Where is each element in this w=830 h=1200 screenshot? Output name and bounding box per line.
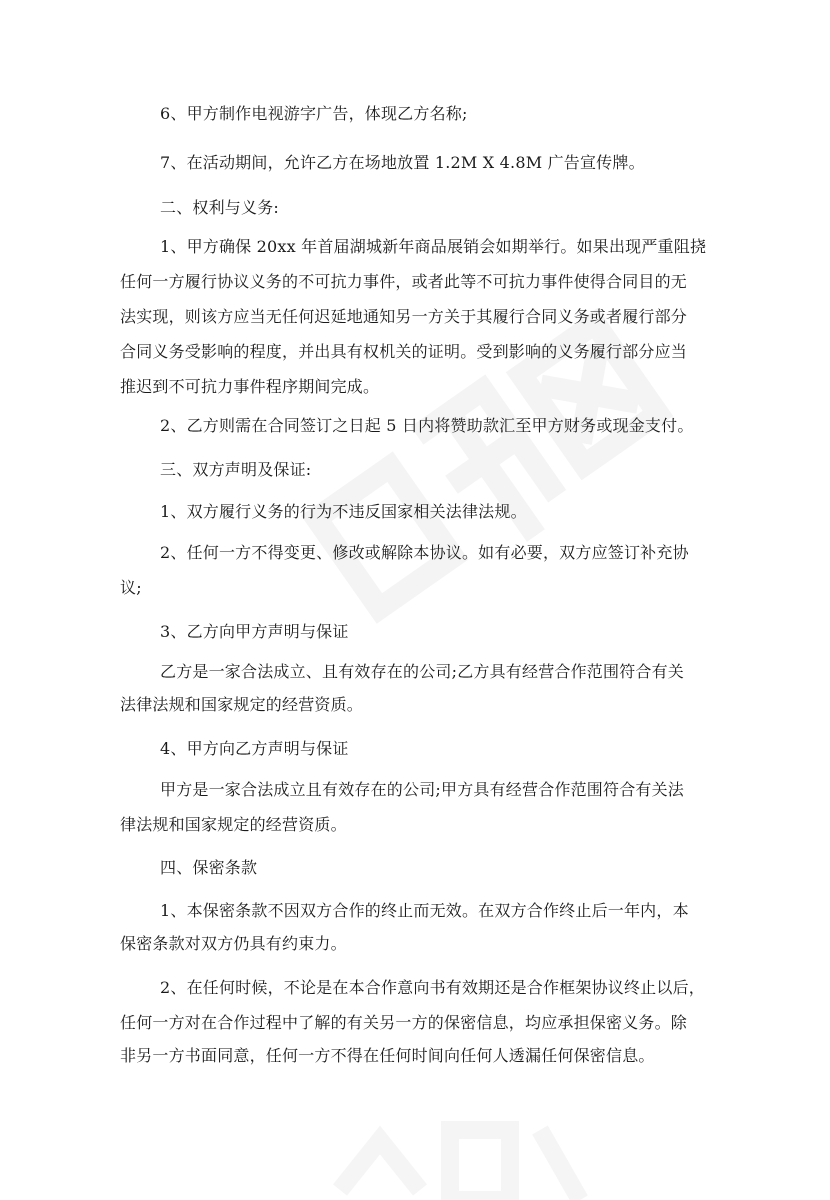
paragraph-line: 2、乙方则需在合同签订之日起 5 日内将赞助款汇至甲方财务或现金支付。 [160,416,694,435]
paragraph-line: 合同义务受影响的程度，并出具有权机关的证明。受到影响的义务履行部分应当 [120,342,688,361]
paragraph-line: 律法规和国家规定的经营资质。 [120,815,347,834]
paragraph-line: 法律法规和国家规定的经营资质。 [120,695,364,714]
paragraph-line: 1、双方履行义务的行为不违反国家相关法律法规。 [160,502,527,521]
section-heading: 二、权利与义务: [160,198,279,217]
paragraph-line: 法实现，则该方应当无任何迟延地通知另一方关于其履行合同义务或者履行部分 [120,307,688,326]
paragraph-line: 2、在任何时候，不论是在本合作意向书有效期还是合作框架协议终止以后， [160,978,705,997]
paragraph-line: 任何一方履行协议义务的不可抗力事件，或者此等不可抗力事件使得合同目的无 [120,272,688,291]
paragraph-line: 2、任何一方不得变更、修改或解除本协议。如有必要，双方应签订补充协 [160,543,689,562]
paragraph-line: 任何一方对在合作过程中了解的有关另一方的保密信息，均应承担保密义务。除 [120,1013,688,1032]
paragraph-line: 7、在活动期间，允许乙方在场地放置 1.2M X 4.8M 广告宣传牌。 [160,153,645,172]
paragraph-line: 1、甲方确保 20xx 年首届湖城新年商品展销会如期举行。如果出现严重阻挠 [160,237,707,256]
paragraph-line: 4、甲方向乙方声明与保证 [160,739,349,758]
paragraph-line: 议; [120,578,142,597]
section-heading: 三、双方声明及保证: [160,460,312,479]
paragraph-line: 推迟到不可抗力事件程序期间完成。 [120,377,380,396]
section-heading: 四、保密条款 [160,858,258,877]
paragraph-line: 保密条款对双方仍具有约束力。 [120,934,347,953]
paragraph-line: 3、乙方向甲方声明与保证 [160,622,349,641]
paragraph-line: 甲方是一家合法成立且有效存在的公司;甲方具有经营合作范围符合有关法 [160,780,684,799]
paragraph-line: 1、本保密条款不因双方合作的终止而无效。在双方合作终止后一年内，本 [160,901,689,920]
paragraph-line: 6、甲方制作电视游字广告，体现乙方名称; [160,104,468,123]
paragraph-line: 乙方是一家合法成立、且有效存在的公司;乙方具有经营合作范围符合有关 [160,662,684,681]
watermark-logo-bottom-icon [300,1080,600,1200]
paragraph-line: 非另一方书面同意，任何一方不得在任何时间向任何人透漏任何保密信息。 [120,1046,655,1065]
